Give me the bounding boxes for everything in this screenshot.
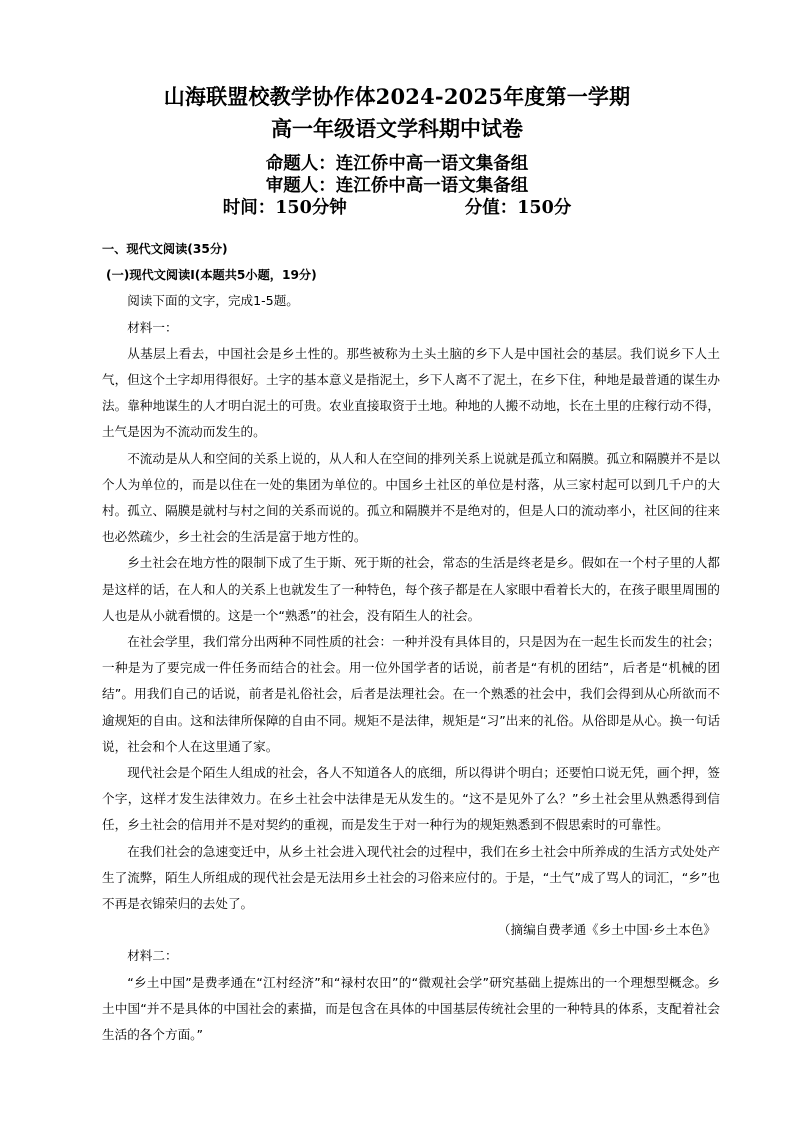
time-score-line (0, 197, 794, 219)
material1-paragraph: 现代社会是个陌生人组成的社会，各人不知道各人的底细，所以得讲个明白；还要怕口说无凭，画个押，签个字，这样才发生法律效力。在乡土社会中法律是无从发生的。“这不是见外了么？”乡土社会里从熟悉得到信任，乡土社会的信用并不是对契约的重视，而是发生于对一种行为的规矩熟悉到不假思索时的可靠性。 (102, 765, 720, 833)
exam-meta (0, 153, 794, 219)
exam-body (102, 236, 720, 1048)
section-heading: 一、现代文阅读(35分) (102, 242, 228, 256)
exam-title-line2: 高一年级语文学科期中试卷 (271, 116, 523, 141)
material1-label: 材料一： (127, 319, 178, 335)
material2-label: 材料二： (127, 948, 178, 964)
material1-paragraph: 在我们社会的急速变迁中，从乡土社会进入现代社会的过程中，我们在乡土社会中所养成的生活方式处处产生了流弊，陌生人所组成的现代社会是无法用乡土社会的习俗来应付的。于是，“土气”成了骂人的词汇，“乡”也不再是衣锦荣归的去处了。 (102, 843, 721, 912)
question-reviewer: 审题人：连江侨中高一语文集备组 (265, 176, 529, 196)
material1-source: （摘编自费孝通《乡土中国·乡土本色》 (497, 922, 716, 938)
exam-score: 分值：150分 (464, 198, 572, 218)
exam-time: 时间：150分钟 (222, 198, 347, 218)
exam-header (0, 82, 794, 219)
exam-title-line1: 山海联盟校教学协作体2024-2025年度第一学期 (163, 84, 631, 109)
material1-paragraph: 乡土社会在地方性的限制下成了生于斯、死于斯的社会，常态的生活是终老是乡。假如在一个村子里的人都是这样的话，在人和人的关系上也就发生了一种特色，每个孩子都是在人家眼中看着长大的，在孩子眼里周围的人也是从小就看惯的。这是一个“熟悉”的社会，没有陌生人的社会。 (102, 555, 720, 623)
material1-paragraph: 不流动是从人和空间的关系上说的，从人和人在空间的排列关系上说就是孤立和隔膜。孤立和隔膜并不是以个人为单位的，而是以住在一处的集团为单位的。中国乡土社区的单位是村落，从三家村起可以到几千户的大村。孤立、隔膜是就村与村之间的关系而说的。孤立和隔膜并不是绝对的，但是人口的流动率小，社区间的往来也必然疏少，乡土社会的生活是富于地方性的。 (102, 450, 720, 545)
sub-section-heading: (一)现代文阅读Ⅰ(本题共5小题，19分) (106, 268, 317, 283)
question-setter: 命题人：连江侨中高一语文集备组 (265, 154, 529, 174)
material1-paragraph: 从基层上看去，中国社会是乡土性的。那些被称为土头土脑的乡下人是中国社会的基层。我们说乡下人土气，但这个土字却用得很好。土字的基本意义是指泥土，乡下人离不了泥土，在乡下住，种地是最普通的谋生办法。靠种地谋生的人才明白泥土的可贵。农业直接取资于土地。种地的人搬不动地，长在土里的庄稼行动不得，土气是因为不流动而发生的。 (102, 345, 720, 440)
reading-instruction: 阅读下面的文字，完成1-5题。 (127, 293, 299, 309)
material1-paragraph: 在社会学里，我们常分出两种不同性质的社会：一种并没有具体目的，只是因为在一起生长而发生的社会；一种是为了要完成一件任务而结合的社会。用一位外国学者的话说，前者是“有机的团结”，后者是“机械的团结”。用我们自己的话说，前者是礼俗社会，后者是法理社会。在一个熟悉的社会中，我们会得到从心所欲而不逾规矩的自由。这和法律所保障的自由不同。规矩不是法律，规矩是“习”出来的礼俗。从俗即是从心。换一句话说，社会和个人在这里通了家。 (102, 634, 720, 754)
material2-paragraph: “乡土中国”是费孝通在“江村经济”和“禄村农田”的“微观社会学”研究基础上提炼出的一个理想型概念。乡土中国“并不是具体的中国社会的素描，而是包含在具体的中国基层传统社会里的一种特具的体系，支配着社会生活的各个方面。” (102, 974, 720, 1043)
